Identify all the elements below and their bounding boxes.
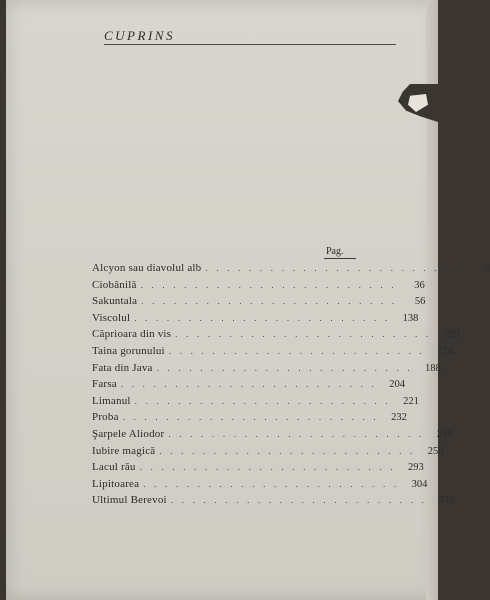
toc-entry-page: 293 [408, 462, 424, 474]
book-page [6, 0, 490, 600]
toc-entry [92, 378, 405, 395]
toc-entry-title: Farsa [92, 378, 117, 391]
toc-entry-title: Ultimul Berevoi [92, 494, 167, 507]
dot-leader: . . . . . . . . . . . . . . . . . . . . . . . . [168, 345, 425, 356]
toc-entry [92, 311, 419, 329]
toc-entry-title: Lacul rău [92, 461, 136, 474]
toc-entry-title: Şarpele Aliodor [92, 427, 165, 440]
toc-entry-title: Proba [92, 411, 119, 424]
toc-entry-page: 5 [484, 263, 490, 274]
dot-leader: . . . . . . . . . . . . . . . . . . . . . . . . [141, 296, 398, 307]
toc-entry-title: Iubire magică [92, 444, 156, 457]
toc-entry-page: 259 [427, 445, 444, 457]
table-of-contents [92, 262, 490, 511]
toc-entry [92, 262, 490, 279]
toc-entry-title: Lipitoarea [92, 477, 140, 490]
dot-leader: . . . . . . . . . . . . . . . . . . . . . . . . [159, 445, 416, 456]
contents-heading: CUPRINS [104, 28, 175, 43]
toc-entry-page: 316 [439, 495, 455, 507]
toc-entry-page: 174 [437, 345, 453, 357]
toc-entry-page: 56 [414, 296, 426, 308]
toc-entry-title: Viscolul [92, 311, 131, 324]
toc-entry-title: Fata din Java [92, 361, 153, 374]
toc-entry [92, 295, 426, 312]
toc-entry-title: Limanul [92, 394, 131, 407]
toc-entry-page: 36 [414, 279, 425, 291]
dot-leader: . . . . . . . . . . . . . . . . . . . . . . . . [140, 279, 397, 290]
toc-entry-page: 188 [425, 362, 441, 374]
toc-entry-page: 221 [403, 395, 419, 407]
dot-leader: . . . . . . . . . . . . . . . . . . . . . . . . [170, 495, 427, 506]
toc-entry [92, 427, 453, 445]
toc-entry-title: Alcyon sau diavolul alb [92, 262, 202, 274]
toc-entry [92, 278, 425, 296]
toc-entry [92, 394, 419, 412]
dot-leader: . . . . . . . . . . . . . . . . . . . . . . . . [134, 395, 391, 406]
dot-leader: . . . . . . . . . . . . . . . . . . . . . . . . [168, 428, 425, 439]
toc-entry-title: Sakuntala [92, 295, 138, 308]
toc-entry-page: 159 [443, 329, 460, 341]
toc-entry-page: 204 [389, 379, 405, 391]
toc-entry [92, 444, 444, 462]
toc-entry [92, 411, 407, 428]
page-column-label: Pag. [326, 246, 344, 257]
dot-leader: . . . . . . . . . . . . . . . . . . . . . . . . [122, 412, 379, 423]
dot-leader: . . . . . . . . . . . . . . . . . . . . . . . . [143, 478, 400, 489]
toc-entry [92, 344, 453, 362]
toc-entry-page: 246 [436, 428, 453, 440]
toc-entry-page: 304 [411, 478, 428, 490]
toc-entry-page: 232 [391, 412, 407, 424]
page-column-rule [324, 258, 356, 259]
toc-entry-title: Căprioara din vis [92, 328, 172, 341]
toc-entry [92, 461, 424, 478]
toc-entry-page: 138 [402, 312, 419, 324]
toc-entry [92, 494, 455, 511]
heading-rule [104, 44, 396, 45]
toc-entry [92, 328, 460, 345]
dot-leader: . . . . . . . . . . . . . . . . . . . . . . . . [205, 263, 462, 273]
toc-entry [92, 361, 441, 379]
dot-leader: . . . . . . . . . . . . . . . . . . . . . . . . [139, 462, 396, 473]
dot-leader: . . . . . . . . . . . . . . . . . . . . . . . . [120, 379, 377, 390]
dot-leader: . . . . . . . . . . . . . . . . . . . . . . . . [175, 329, 432, 340]
dot-leader: . . . . . . . . . . . . . . . . . . . . . . . . [156, 362, 413, 373]
dot-leader: . . . . . . . . . . . . . . . . . . . . . . . . [134, 312, 391, 323]
toc-entry-title: Taina gorunului [92, 344, 165, 357]
toc-entry-title: Ciobănilă [92, 278, 137, 291]
toc-entry [92, 477, 428, 495]
